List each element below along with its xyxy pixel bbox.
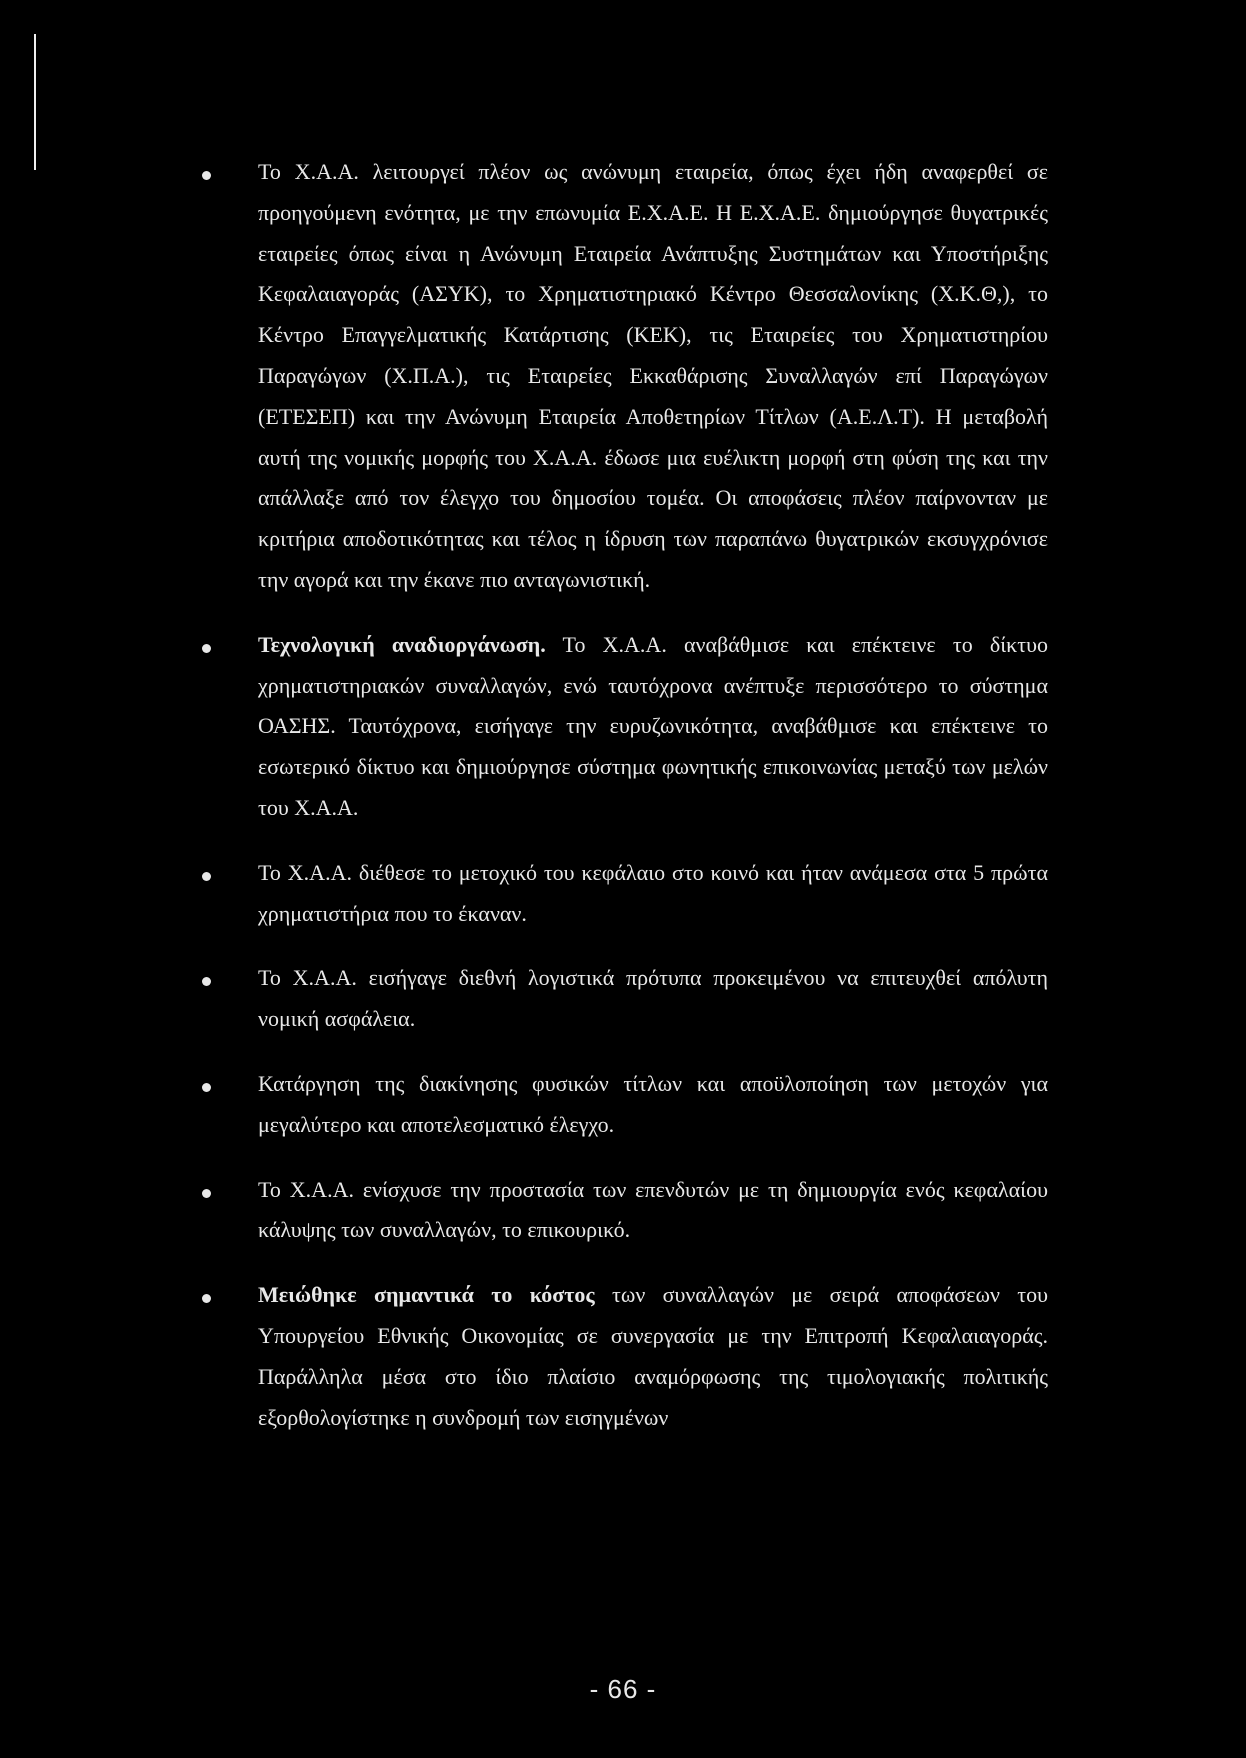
paragraph-text: Κατάργηση της διακίνησης φυσικών τίτλων και αποϋλοποίηση των μετοχών για μεγαλύτερο και αποτελεσματικό έλεγχο. xyxy=(258,1070,1048,1137)
paragraph-text: Το Χ.Α.Α. ενίσχυσε την προστασία των επενδυτών με τη δημιουργία ενός κεφαλαίου κάλυψης των συναλλαγών, το επικουρικό. xyxy=(258,1176,1048,1243)
page-number: - 66 - xyxy=(589,1674,657,1704)
bullet-text xyxy=(258,625,1048,829)
bold-lead: Τεχνολογική αναδιοργάνωση. xyxy=(258,631,546,657)
bullet-text xyxy=(258,958,1048,1040)
page-content xyxy=(198,152,1048,1462)
bullet-item-4 xyxy=(198,958,1048,1040)
bullet-text xyxy=(258,152,1048,601)
bullet-text xyxy=(258,853,1048,935)
bullet-item-7 xyxy=(198,1275,1048,1438)
paragraph-text: Το Χ.Α.Α. αναβάθμισε και επέκτεινε το δίκτυο χρηματιστηριακών συναλλαγών, ενώ ταυτόχρονα ανέπτυξε περισσότερο το σύστημα ΟΑΣΗΣ. Ταυτόχρονα, εισήγαγε την ευρυζωνικότητα, αναβάθμισε και επέκτεινε το εσωτερικό δίκτυο και δημιούργησε σύστημα φωνητικής επικοινωνίας μεταξύ των μελών του Χ.Α.Α. xyxy=(258,631,1048,820)
bullet-text xyxy=(258,1064,1048,1146)
bullet-item-3 xyxy=(198,853,1048,935)
bullet-text xyxy=(258,1275,1048,1438)
bullet-item-6 xyxy=(198,1170,1048,1252)
margin-rule xyxy=(34,34,36,170)
bullet-item-5 xyxy=(198,1064,1048,1146)
paragraph-text: των συναλλαγών με σειρά αποφάσεων του Υπουργείου Εθνικής Οικονομίας σε συνεργασία με την Επιτροπή Κεφαλαιαγοράς. Παράλληλα μέσα στο ίδιο πλαίσιο αναμόρφωσης της τιμολογιακής πολιτικής εξορθολογίστηκε η συνδρομή των εισηγμένων xyxy=(258,1282,1048,1430)
bullet-text xyxy=(258,1170,1048,1252)
bullet-item-1 xyxy=(198,152,1048,601)
paragraph-text: Το Χ.Α.Α. εισήγαγε διεθνή λογιστικά πρότυπα προκειμένου να επιτευχθεί απόλυτη νομική ασφάλεια. xyxy=(258,965,1048,1032)
paragraph-text: Το Χ.Α.Α. διέθεσε το μετοχικό του κεφάλαιο στο κοινό και ήταν ανάμεσα στα 5 πρώτα χρηματιστήρια που το έκαναν. xyxy=(258,859,1048,926)
bullet-item-2 xyxy=(198,625,1048,829)
bold-lead: Μειώθηκε σημαντικά το κόστος xyxy=(258,1282,595,1308)
paragraph-text: Το Χ.Α.Α. λειτουργεί πλέον ως ανώνυμη εταιρεία, όπως έχει ήδη αναφερθεί σε προηγούμενη ενότητα, με την επωνυμία Ε.Χ.Α.Ε. Η Ε.Χ.Α.Ε. δημιούργησε θυγατρικές εταιρείες όπως είναι η Ανώνυμη Εταιρεία Ανάπτυξης Συστημάτων και Υποστήριξης Κεφαλαιαγοράς (ΑΣΥΚ), το Χρηματιστηριακό Κέντρο Θεσσαλονίκης (Χ.Κ.Θ,), το Κέντρο Επαγγελματικής Κατάρτισης (ΚΕΚ), τις Εταιρείες του Χρηματιστηρίου Παραγώγων (Χ.Π.Α.), τις Εταιρείες Εκκαθάρισης Συναλλαγών επί Παραγώγων (ΕΤΕΣΕΠ) και την Ανώνυμη Εταιρεία Αποθετηρίων Τίτλων (Α.Ε.Λ.Τ). Η μεταβολή αυτή της νομικής μορφής του Χ.Α.Α. έδωσε μια ευέλικτη μορφή στη φύση της και την απάλλαξε από τον έλεγχο του δημοσίου τομέα. Οι αποφάσεις πλέον παίρνονταν με κριτήρια αποδοτικότητας και τέλος η ίδρυση των παραπάνω θυγατρικών εκσυγχρόνισε την αγορά και την έκανε πιο ανταγωνιστική. xyxy=(258,159,1048,592)
